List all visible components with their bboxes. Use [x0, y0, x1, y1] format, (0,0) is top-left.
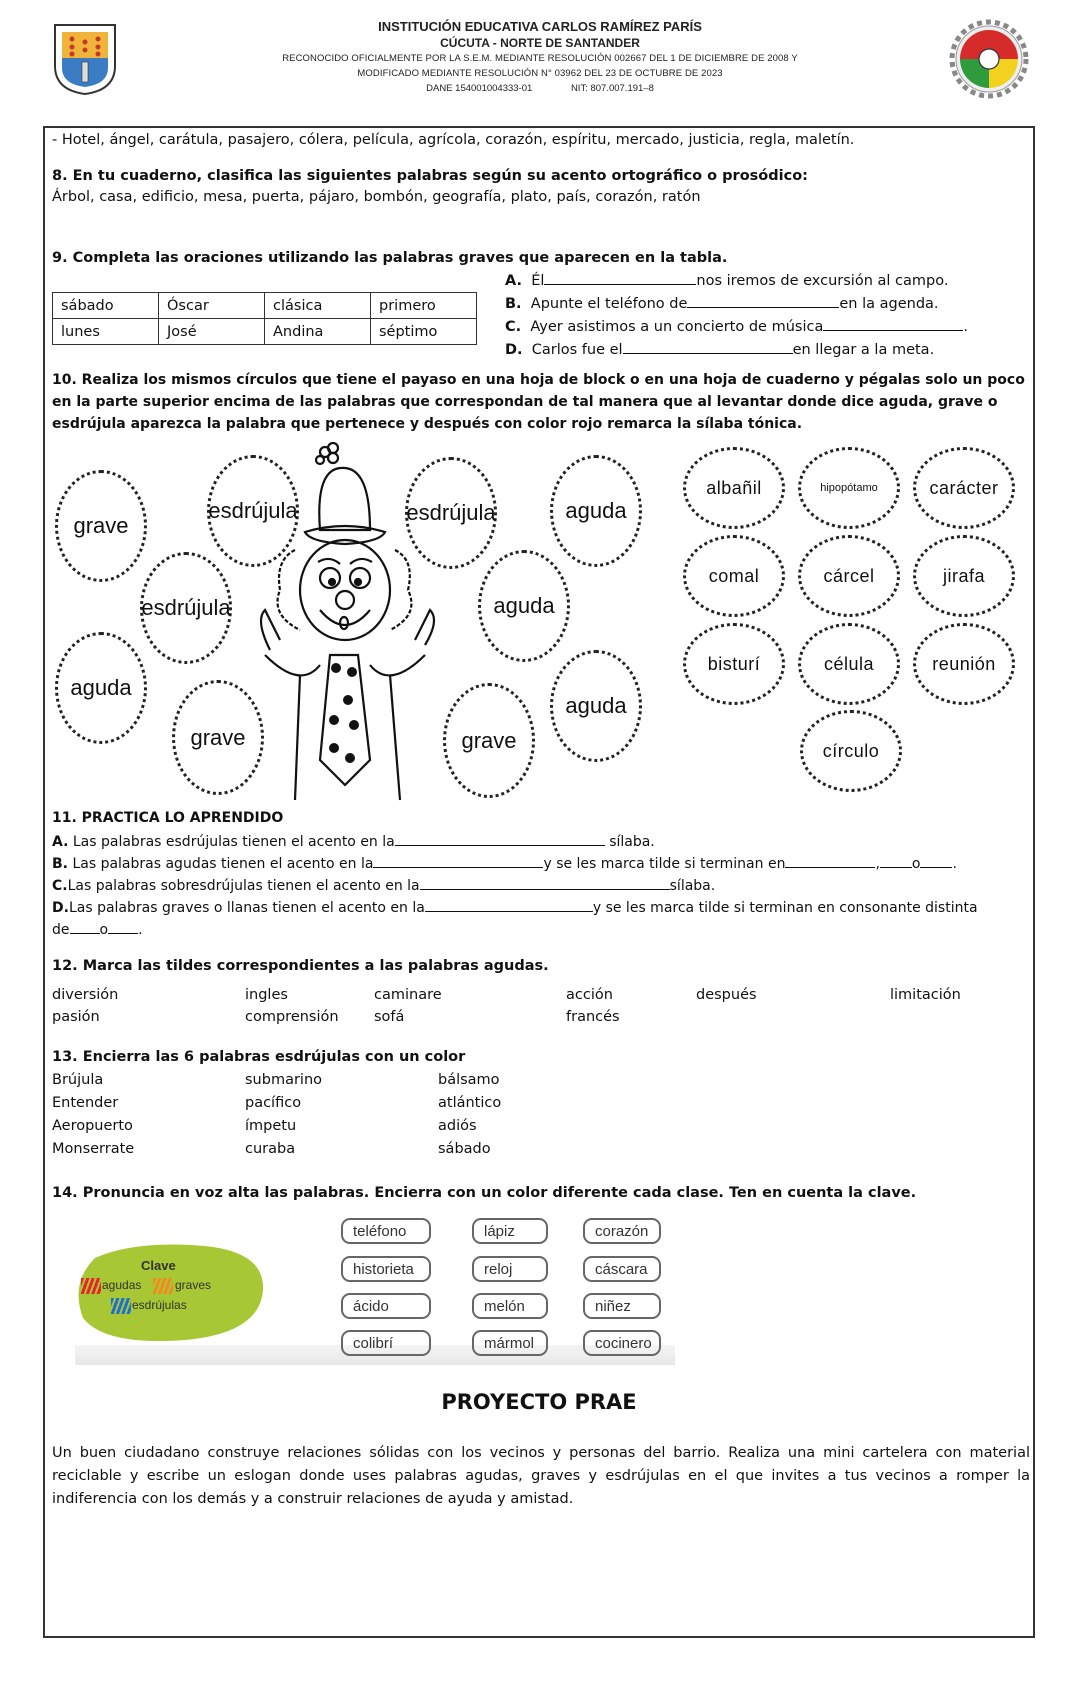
- word-circle[interactable]: reunión: [913, 623, 1015, 705]
- answer-blank[interactable]: [420, 875, 670, 890]
- table-row: [53, 319, 477, 345]
- graves-swatch-icon: [153, 1278, 173, 1294]
- agudas-word[interactable]: sofá: [374, 1009, 405, 1025]
- classify-word[interactable]: ácido: [341, 1293, 431, 1319]
- key-graves: graves: [175, 1278, 212, 1292]
- table-cell: lunes: [53, 319, 159, 345]
- registration-codes: [200, 81, 880, 96]
- clown-circle-aguda[interactable]: aguda: [478, 550, 570, 662]
- clown-circle-grave[interactable]: grave: [55, 470, 147, 582]
- agudas-word[interactable]: francés: [566, 1009, 620, 1025]
- school-crest-icon: [52, 22, 118, 96]
- esdrujula-option[interactable]: atlántico: [438, 1095, 502, 1111]
- prae-title: PROYECTO PRAE: [441, 1390, 637, 1414]
- esdrujula-option[interactable]: curaba: [245, 1141, 296, 1157]
- key-title: Clave: [141, 1258, 176, 1273]
- table-cell: José: [159, 319, 265, 345]
- institution-gear-emblem-icon: [948, 18, 1030, 100]
- prae-instructions: Un buen ciudadano construye relaciones sólidas con los vecinos y personas del barrio. Realiza una mini cartelera con material reciclable y escribe un eslogan donde uses palabras agudas, graves y esdrújulas en el que invites a tus vecinos a romper la indiferencia con los demás y a construir relaciones de ayuda y amistad.: [52, 1445, 1030, 1507]
- institution-city: CÚCUTA - NORTE DE SANTANDER: [440, 36, 640, 50]
- answer-blank[interactable]: [880, 853, 912, 868]
- section-11-title: 11. PRACTICA LO APRENDIDO: [52, 810, 284, 826]
- clown-circle-aguda[interactable]: aguda: [55, 632, 147, 744]
- intro-word-list: - Hotel, ángel, carátula, pasajero, cólera, película, agrícola, corazón, espíritu, mercado, justicia, regla, maletín.: [52, 132, 855, 148]
- table-cell: primero: [371, 293, 477, 319]
- word-circle[interactable]: bisturí: [683, 623, 785, 705]
- answer-blank[interactable]: [395, 831, 605, 846]
- classify-word[interactable]: lápiz: [472, 1218, 548, 1244]
- word-circle[interactable]: célula: [798, 623, 900, 705]
- clown-circle-esdrujula[interactable]: esdrújula: [207, 455, 299, 567]
- word-circle[interactable]: jirafa: [913, 535, 1015, 617]
- answer-blank[interactable]: [785, 853, 875, 868]
- clown-circle-grave[interactable]: grave: [172, 680, 264, 795]
- agudas-word[interactable]: caminare: [374, 987, 442, 1003]
- table-cell: Andina: [265, 319, 371, 345]
- classify-word[interactable]: cáscara: [583, 1256, 661, 1282]
- agudas-swatch-icon: [81, 1278, 101, 1294]
- answer-blank[interactable]: [823, 316, 963, 331]
- key-agudas: agudas: [102, 1278, 142, 1292]
- word-circle[interactable]: hipopótamo: [798, 447, 900, 529]
- table-cell: clásica: [265, 293, 371, 319]
- key-esdrujulas: esdrújulas: [132, 1298, 187, 1312]
- clown-circle-esdrujula[interactable]: esdrújula: [405, 457, 497, 569]
- classify-word[interactable]: colibrí: [341, 1330, 431, 1356]
- section-14-title: 14. Pronuncia en voz alta las palabras. Encierra con un color diferente cada clase. Ten en cuenta la clave.: [52, 1185, 917, 1201]
- answer-blank[interactable]: [544, 270, 696, 285]
- answer-blank[interactable]: [425, 897, 593, 912]
- section-13-title: 13. Encierra las 6 palabras esdrújulas con un color: [52, 1049, 466, 1065]
- word-circle[interactable]: círculo: [800, 710, 902, 792]
- agudas-word[interactable]: acción: [566, 987, 613, 1003]
- clown-circle-esdrujula[interactable]: esdrújula: [140, 552, 232, 664]
- classify-word[interactable]: teléfono: [341, 1218, 431, 1244]
- agudas-word[interactable]: después: [696, 987, 757, 1003]
- answer-blank[interactable]: [108, 919, 138, 934]
- sentence-d: D. Carlos fue el en llegar a la meta.: [505, 339, 934, 360]
- practice-d: D.Las palabras graves o llanas tienen el acento en la y se les marca tilde si terminan en consonante distinta: [52, 897, 978, 918]
- agudas-word[interactable]: pasión: [52, 1009, 100, 1025]
- section-10-line-3: esdrújula aparezca la palabra que pertenece y después con color rojo remarca la sílaba tónica.: [52, 416, 803, 432]
- esdrujulas-swatch-icon: [111, 1298, 131, 1314]
- classify-word[interactable]: historieta: [341, 1256, 431, 1282]
- agudas-word[interactable]: diversión: [52, 987, 119, 1003]
- esdrujula-option[interactable]: Entender: [52, 1095, 119, 1111]
- table-cell: Óscar: [159, 293, 265, 319]
- section-8-title: 8. En tu cuaderno, clasifica las siguientes palabras según su acento ortográfico o prosódico:: [52, 168, 808, 184]
- esdrujula-option[interactable]: Monserrate: [52, 1141, 135, 1157]
- agudas-word[interactable]: ingles: [245, 987, 288, 1003]
- answer-blank[interactable]: [623, 339, 793, 354]
- table-row: [53, 293, 477, 319]
- classify-word[interactable]: melón: [472, 1293, 548, 1319]
- sentence-b: B. Apunte el teléfono de en la agenda.: [505, 293, 939, 314]
- institution-name: INSTITUCIÓN EDUCATIVA CARLOS RAMÍREZ PARÍS: [378, 19, 702, 34]
- clown-illustration: [230, 440, 480, 810]
- esdrujula-option[interactable]: adiós: [438, 1118, 477, 1134]
- classify-word[interactable]: niñez: [583, 1293, 661, 1319]
- esdrujula-option[interactable]: bálsamo: [438, 1072, 500, 1088]
- document-header: [0, 0, 1080, 115]
- classify-word[interactable]: corazón: [583, 1218, 661, 1244]
- practice-d-continued: de o .: [52, 919, 143, 940]
- answer-blank[interactable]: [70, 919, 100, 934]
- section-10-line-1: 10. Realiza los mismos círculos que tiene el payaso en una hoja de block o en una hoja de cuaderno y pégalas solo un poco: [52, 372, 1025, 388]
- esdrujula-option[interactable]: ímpetu: [245, 1118, 297, 1134]
- recognition-line-1: RECONOCIDO OFICIALMENTE POR LA S.E.M. MEDIANTE RESOLUCIÓN 002667 DEL 1 DE DICIEMBRE DE 2008 Y: [282, 53, 798, 64]
- classify-word[interactable]: cocinero: [583, 1330, 661, 1356]
- word-circle[interactable]: albañil: [683, 447, 785, 529]
- section-10-line-2: en la parte superior encima de las palabras que correspondan de tal manera que al levantar donde dice aguda, grave o: [52, 394, 998, 410]
- clown-circle-aguda[interactable]: aguda: [550, 650, 642, 762]
- color-key-legend: [75, 1238, 265, 1346]
- esdrujula-option[interactable]: submarino: [245, 1072, 323, 1088]
- answer-blank[interactable]: [687, 293, 839, 308]
- esdrujula-option[interactable]: sábado: [438, 1141, 491, 1157]
- classify-word[interactable]: reloj: [472, 1256, 548, 1282]
- agudas-word[interactable]: limitación: [890, 987, 961, 1003]
- nit-code: NIT: 807.007.191–8: [570, 83, 654, 94]
- esdrujula-option[interactable]: pacífico: [245, 1095, 302, 1111]
- section-9-title: 9. Completa las oraciones utilizando las palabras graves que aparecen en la tabla.: [52, 250, 728, 266]
- answer-blank[interactable]: [920, 853, 952, 868]
- esdrujula-option[interactable]: Aeropuerto: [52, 1118, 133, 1134]
- word-circle[interactable]: cárcel: [798, 535, 900, 617]
- institution-info: [200, 18, 880, 96]
- word-circle[interactable]: comal: [683, 535, 785, 617]
- clown-circle-grave[interactable]: grave: [443, 683, 535, 798]
- recognition-line-2: MODIFICADO MEDIANTE RESOLUCIÓN N° 03962 DEL 23 DE OCTUBRE DE 2023: [357, 68, 723, 79]
- graves-word-table: [52, 292, 477, 345]
- practice-c: C.Las palabras sobresdrújulas tienen el acento en la sílaba.: [52, 875, 715, 896]
- section-12-title: 12. Marca las tildes correspondientes a las palabras agudas.: [52, 958, 549, 974]
- esdrujula-option[interactable]: Brújula: [52, 1072, 104, 1088]
- agudas-word[interactable]: comprensión: [245, 1009, 339, 1025]
- table-cell: sábado: [53, 293, 159, 319]
- dane-code: DANE 154001004333-01: [426, 83, 533, 94]
- clown-circle-aguda[interactable]: aguda: [550, 455, 642, 567]
- section-8-words: Árbol, casa, edificio, mesa, puerta, pájaro, bombón, geografía, plato, país, corazón, ratón: [52, 189, 701, 205]
- sentence-a: A. Él nos iremos de excursión al campo.: [505, 270, 948, 291]
- classify-word[interactable]: mármol: [472, 1330, 548, 1356]
- practice-b: B. Las palabras agudas tienen el acento en la y se les marca tilde si terminan en , o .: [52, 853, 957, 874]
- answer-blank[interactable]: [373, 853, 543, 868]
- table-cell: séptimo: [371, 319, 477, 345]
- practice-a: A. Las palabras esdrújulas tienen el acento en la sílaba.: [52, 831, 655, 852]
- word-circle[interactable]: carácter: [913, 447, 1015, 529]
- sentence-c: C. Ayer asistimos a un concierto de música .: [505, 316, 968, 337]
